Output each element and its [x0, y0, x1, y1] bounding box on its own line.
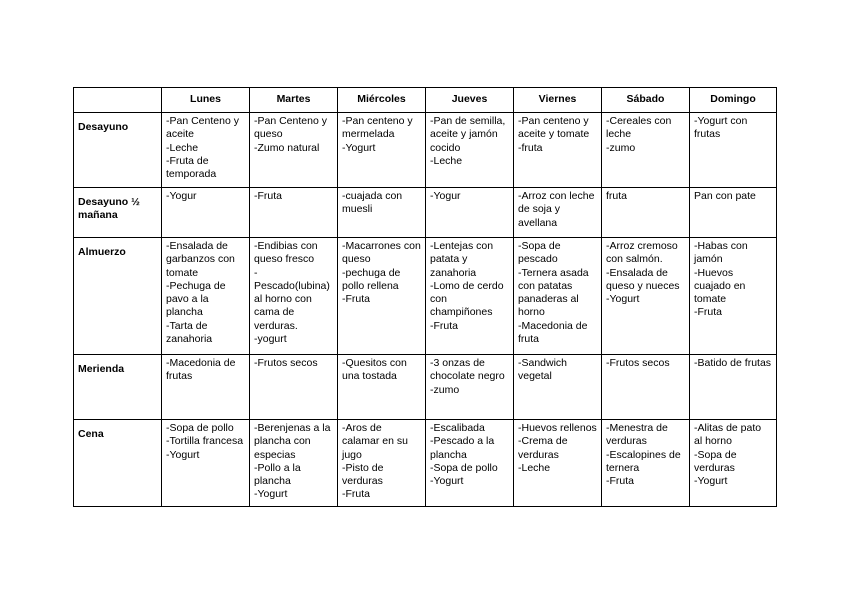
menu-item: fruta [606, 190, 628, 202]
meal-label: Cena [74, 420, 162, 507]
menu-item: -Frutos secos [606, 357, 670, 369]
menu-item: -Yogurt [166, 448, 200, 461]
menu-item: -Pescado(lubina) al horno con cama de verduras. [254, 266, 330, 332]
menu-cell [690, 113, 777, 188]
weekly-menu-table [73, 87, 777, 507]
menu-cell [426, 420, 514, 507]
menu-cell [690, 238, 777, 355]
menu-item: -Fruta de temporada [166, 154, 217, 181]
menu-cell [250, 355, 338, 420]
menu-item: -Macarrones con queso [342, 240, 421, 266]
menu-item: -Pan Centeno y aceite [166, 115, 239, 141]
menu-cell [426, 355, 514, 420]
menu-item: -Tarta de zanahoria [166, 319, 213, 346]
menu-item: -Batido de frutas [694, 357, 772, 369]
menu-cell [602, 113, 690, 188]
header-row [74, 88, 777, 113]
meal-row [74, 420, 777, 507]
menu-item: -Lentejas con patata y zanahoria [430, 240, 494, 279]
menu-item: -Escalopines de ternera [606, 448, 681, 474]
menu-cell [162, 238, 250, 355]
menu-item: -Zumo natural [254, 141, 320, 154]
menu-item: -Fruta [342, 293, 371, 306]
menu-item: -cuajada con muesli [342, 190, 403, 216]
day-header: Martes [250, 88, 338, 113]
menu-item: -zumo [430, 383, 460, 396]
menu-item: -Ensalada de queso y nueces [606, 266, 680, 292]
menu-item: -Ensalada de garbanzos con tomate [166, 240, 235, 279]
menu-item: -Tortilla francesa [166, 435, 244, 448]
menu-item: -Berenjenas a la plancha con especias [254, 422, 331, 461]
menu-item: Pan con pate [694, 190, 756, 202]
menu-cell [514, 420, 602, 507]
menu-item: -Yogur [430, 190, 461, 202]
menu-item: -Sandwich vegetal [518, 357, 568, 383]
menu-item: -Escalibada [430, 422, 485, 434]
menu-item: -Macedonia de frutas [166, 357, 236, 383]
meal-label: Desayuno ½ mañana [74, 188, 162, 238]
day-header: Jueves [426, 88, 514, 113]
meal-row [74, 238, 777, 355]
menu-item: -Fruta [694, 306, 723, 319]
menu-cell [602, 355, 690, 420]
menu-cell [426, 238, 514, 355]
menu-item: -pechuga de pollo rellena [342, 266, 401, 292]
menu-item: -Quesitos con una tostada [342, 357, 407, 383]
menu-item: -Macedonia de fruta [518, 319, 588, 346]
menu-item: -Crema de verduras [518, 435, 568, 461]
menu-cell [338, 188, 426, 238]
menu-item: -yogurt [254, 333, 287, 346]
menu-item: -Fruta [254, 190, 283, 202]
menu-cell [162, 355, 250, 420]
menu-item: -Alitas de pato al horno [694, 422, 762, 448]
menu-item: -Endibias con queso fresco [254, 240, 318, 266]
meal-label: Almuerzo [74, 238, 162, 355]
menu-item: -fruta [518, 141, 543, 154]
menu-cell [690, 355, 777, 420]
menu-item: -Sopa de verduras [694, 448, 737, 474]
menu-item: -Leche [518, 461, 551, 474]
menu-item: -Frutos secos [254, 357, 318, 369]
menu-cell [250, 238, 338, 355]
menu-item: -Sopa de pollo [166, 422, 234, 434]
menu-cell [514, 188, 602, 238]
menu-item: -Cereales con leche [606, 115, 672, 141]
menu-item: -Pechuga de pavo a la plancha [166, 279, 226, 319]
meal-row [74, 355, 777, 420]
day-header: Sábado [602, 88, 690, 113]
menu-cell [162, 188, 250, 238]
menu-cell [426, 113, 514, 188]
menu-item: -Yogurt con frutas [694, 115, 748, 141]
menu-item: -Sopa de pollo [430, 461, 498, 474]
meal-label: Merienda [74, 355, 162, 420]
menu-cell [338, 113, 426, 188]
meal-row [74, 188, 777, 238]
day-header: Miércoles [338, 88, 426, 113]
menu-item: -Lomo de cerdo con champiñones [430, 279, 504, 319]
menu-cell [514, 238, 602, 355]
menu-cell [690, 188, 777, 238]
menu-item: -Pan de semilla, aceite y jamón cocido [430, 115, 506, 154]
menu-cell [338, 355, 426, 420]
menu-item: -Sopa de pescado [518, 240, 561, 266]
day-header: Viernes [514, 88, 602, 113]
menu-item: -Fruta [606, 475, 635, 488]
corner-cell [74, 88, 162, 113]
menu-cell [426, 188, 514, 238]
menu-cell [162, 420, 250, 507]
menu-item: -Pescado a la plancha [430, 435, 495, 461]
menu-item: -zumo [606, 141, 636, 154]
menu-item: -Yogur [166, 190, 197, 202]
menu-item: -Yogurt [694, 475, 728, 488]
menu-item: -Yogurt [342, 141, 376, 154]
menu-item: -Habas con jamón [694, 240, 748, 266]
menu-item: -Huevos cuajado en tomate [694, 266, 746, 306]
menu-item: -Menestra de verduras [606, 422, 668, 448]
menu-cell [602, 238, 690, 355]
meal-row [74, 113, 777, 188]
day-header: Lunes [162, 88, 250, 113]
menu-item: -Arroz cremoso con salmón. [606, 240, 678, 266]
menu-cell [602, 420, 690, 507]
menu-item: -Yogurt [606, 293, 640, 306]
menu-cell [162, 113, 250, 188]
menu-cell [514, 113, 602, 188]
day-header: Domingo [690, 88, 777, 113]
menu-cell [338, 420, 426, 507]
meal-label: Desayuno [74, 113, 162, 188]
menu-item: -Pisto de verduras [342, 461, 384, 488]
menu-item: -Pan centeno y mermelada [342, 115, 413, 141]
menu-item: -Aros de calamar en su jugo [342, 422, 408, 461]
menu-cell [250, 113, 338, 188]
menu-item: -Ternera asada con patatas panaderas al horno [518, 266, 589, 319]
menu-item: -Arroz con leche de soja y avellana [518, 190, 595, 229]
menu-cell [690, 420, 777, 507]
menu-item: -Leche [166, 141, 199, 154]
menu-item: -Fruta [430, 319, 459, 332]
menu-item: -Pollo a la plancha [254, 461, 301, 488]
menu-item: -Yogurt [254, 488, 288, 501]
menu-cell [250, 188, 338, 238]
menu-item: -Pan centeno y aceite y tomate [518, 115, 590, 141]
menu-cell [338, 238, 426, 355]
menu-cell [514, 355, 602, 420]
menu-item: -Yogurt [430, 475, 464, 488]
menu-item: -Leche [430, 154, 463, 167]
menu-cell [250, 420, 338, 507]
menu-item: -Pan Centeno y queso [254, 115, 327, 141]
menu-item: -Fruta [342, 488, 371, 501]
menu-item: -3 onzas de chocolate negro [430, 357, 505, 383]
menu-cell [602, 188, 690, 238]
menu-item: -Huevos rellenos [518, 422, 597, 434]
